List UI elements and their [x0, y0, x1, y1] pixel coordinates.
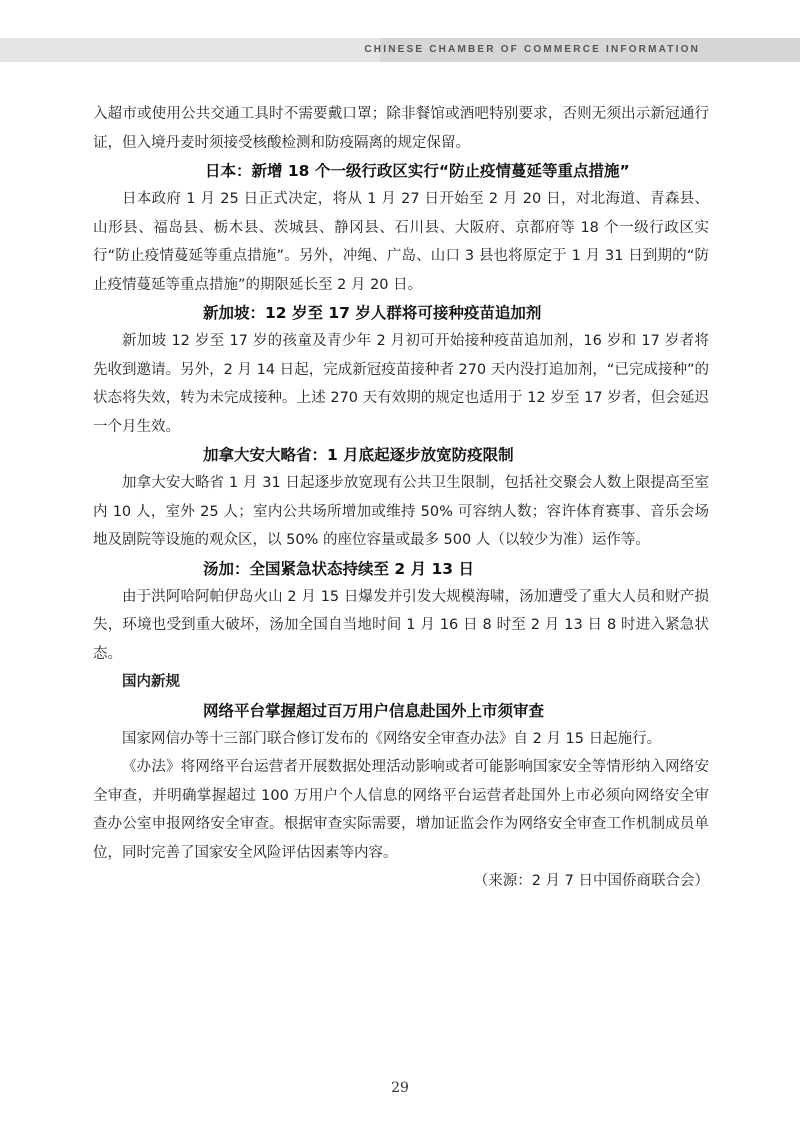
heading-network: 网络平台掌握超过百万用户信息赴国外上市须审查	[203, 701, 545, 720]
heading-ontario: 加拿大安大略省：1 月底起逐步放宽防疫限制	[203, 446, 514, 464]
heading-japan: 日本：新增 18 个一级行政区实行“防止疫情蔓延等重点措施”	[205, 162, 630, 180]
paragraph-tonga: 由于洪阿哈阿帕伊岛火山 2 月 15 日爆发并引发大规模海啸，汤加遭受了重大人员和财产损失，环境也受到重大破坏，汤加全国自当地时间 1 月 16 日 8 时至 2 月 13 日 8 时进入紧急状态。	[93, 588, 709, 662]
paragraph-singapore: 新加坡 12 岁至 17 岁的孩童及青少年 2 月初可开始接种疫苗追加剂，16 岁和 17 岁者将先收到邀请。另外，2 月 14 日起，完成新冠疫苗接种者 270 天内没打追加剂，“已完成接种”的状态将失效，转为未完成接种。上述 270 天有效期的规定也适用于 12 岁至 17 岁者，但会延迟一个月生效。	[93, 333, 709, 435]
paragraph-network-1: 国家网信办等十三部门联合修订发布的《网络安全审查办法》自 2 月 15 日起施行。	[122, 730, 662, 747]
source-note: （来源：2 月 7 日中国侨商联合会）	[473, 873, 709, 889]
heading-singapore: 新加坡：12 岁至 17 岁人群将可接种疫苗追加剂	[203, 304, 542, 322]
header-band-accent	[0, 38, 380, 62]
paragraph-ontario: 加拿大安大略省 1 月 31 日起逐步放宽现有公共卫生限制，包括社交聚会人数上限提高至室内 10 人，室外 25 人；室内公共场所增加或维持 50% 可容纳人数；容许体育赛事、音乐会场地及剧院等设施的观众区，以 50% 的座位容量或最多 500 人（以较少为准）运作等。	[93, 475, 709, 548]
paragraph-intro: 入超市或使用公共交通工具时不需要戴口罩；除非餐馆或酒吧特别要求，否则无须出示新冠通行证，但入境丹麦时须接受核酸检测和防疫隔离的规定保留。	[93, 106, 709, 151]
page-number: 29	[391, 1080, 409, 1096]
running-header: CHINESE CHAMBER OF COMMERCE INFORMATION	[364, 44, 700, 55]
article-body	[93, 100, 709, 896]
section-domestic: 国内新规	[122, 674, 180, 690]
heading-tonga: 汤加：全国紧急状态持续至 2 月 13 日	[203, 559, 474, 578]
paragraph-network-2: 《办法》将网络平台运营者开展数据处理活动影响或者可能影响国家安全等情形纳入网络安全审查，并明确掌握超过 100 万用户个人信息的网络平台运营者赴国外上市必须向网络安全审查办公室申报网络安全审查。根据审查实际需要，增加证监会作为网络安全审查工作机制成员单位，同时完善了国家安全风险评估因素等内容。	[93, 759, 709, 861]
paragraph-japan: 日本政府 1 月 25 日正式决定，将从 1 月 27 日开始至 2 月 20 日，对北海道、青森县、山形县、福岛县、栃木县、茨城县、静冈县、石川县、大阪府、京都府等 18 个一级行政区实行“防止疫情蔓延等重点措施”。另外，冲绳、广岛、山口 3 县也将原定于 1 月 31 日到期的“防止疫情蔓延等重点措施”的期限延长至 2 月 20 日。	[93, 191, 709, 293]
